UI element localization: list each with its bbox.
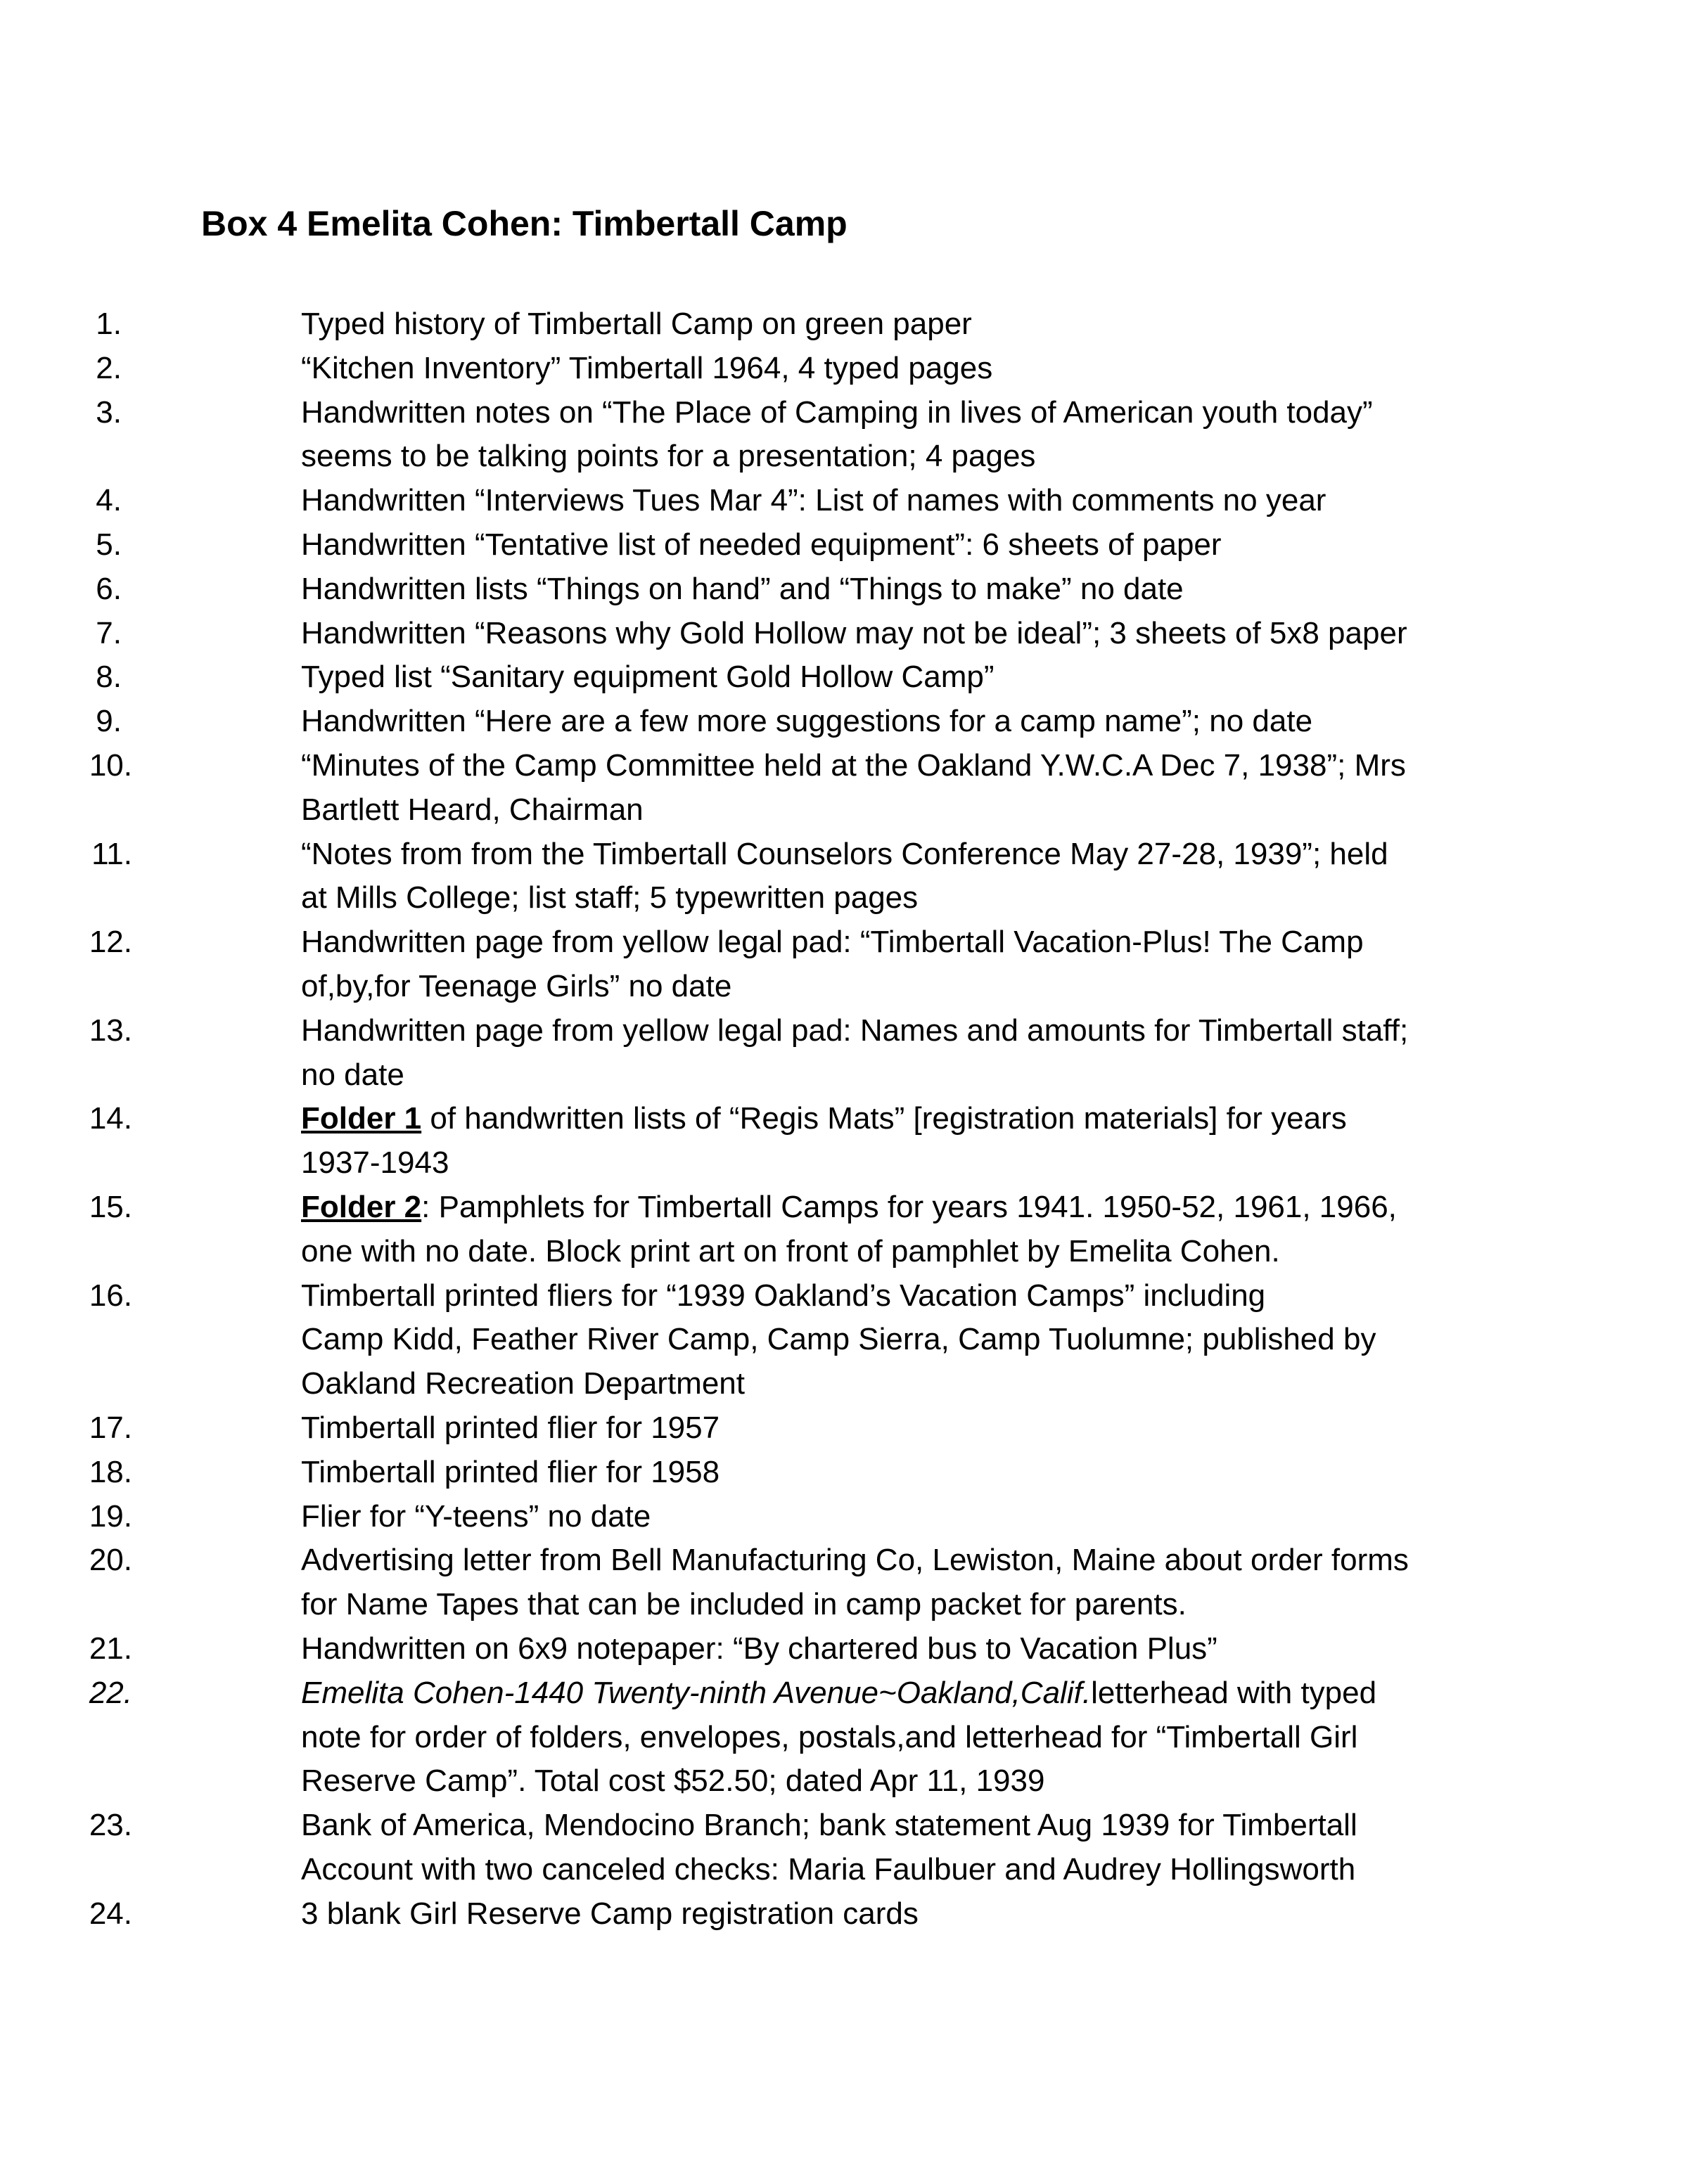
item-text: one with no date. Block print art on front of pamphlet by Emelita Cohen. [301, 1233, 1280, 1268]
item-number: 24. [89, 1896, 132, 1931]
item-line [301, 612, 1525, 656]
item-line [301, 347, 1525, 391]
item-text: for Name Tapes that can be included in camp packet for parents. [301, 1587, 1187, 1622]
item-number: 16. [89, 1278, 132, 1313]
item-number: 11. [91, 836, 132, 871]
list-item [0, 833, 1525, 921]
list-item [0, 302, 1525, 347]
list-item [0, 479, 1525, 523]
item-line [301, 833, 1525, 877]
item-number: 6. [96, 571, 122, 606]
list-item [0, 1097, 1525, 1186]
item-text: “Notes from from the Timbertall Counselors Conference May 27-28, 1939”; held [301, 836, 1388, 871]
item-number: 4. [96, 483, 122, 518]
item-line [301, 523, 1525, 567]
item-text: Handwritten “Here are a few more suggestions for a camp name”; no date [301, 704, 1313, 739]
item-line [301, 1230, 1525, 1274]
item-text: Handwritten page from yellow legal pad: Names and amounts for Timbertall staff; [301, 1013, 1409, 1048]
item-line [301, 1627, 1525, 1671]
item-text: Handwritten “Interviews Tues Mar 4”: List of names with comments no year [301, 483, 1326, 518]
item-number: 23. [89, 1808, 132, 1843]
item-text: Handwritten “Reasons why Gold Hollow may not be ideal”; 3 sheets of 5x8 paper [301, 615, 1407, 650]
item-line [301, 391, 1525, 435]
item-number: 5. [96, 527, 122, 562]
item-line [301, 655, 1525, 700]
item-number: 14. [89, 1101, 132, 1136]
item-text: Account with two canceled checks: Maria Faulbuer and Audrey Hollingsworth [301, 1851, 1356, 1887]
item-text: Flier for “Y-teens” no date [301, 1498, 651, 1534]
item-text: : Pamphlets for Timbertall Camps for years 1941. 1950-52, 1961, 1966, [421, 1189, 1397, 1224]
item-text: “Kitchen Inventory” Timbertall 1964, 4 typed pages [301, 350, 993, 385]
item-line [301, 788, 1525, 833]
item-number: 12. [89, 925, 132, 960]
list-item [0, 700, 1525, 744]
item-line [301, 479, 1525, 523]
item-line [301, 302, 1525, 347]
item-number: 10. [89, 747, 132, 783]
item-line [301, 876, 1525, 920]
item-line [301, 1892, 1525, 1936]
letterhead-text: Emelita Cohen-1440 Twenty-ninth Avenue~Oakland,Calif. [301, 1675, 1092, 1710]
list-item [0, 567, 1525, 612]
folder-label: Folder 2 [301, 1189, 422, 1224]
item-line [301, 1009, 1525, 1053]
item-number: 3. [96, 394, 122, 430]
item-text: of handwritten lists of “Regis Mats” [registration materials] for years [421, 1101, 1347, 1136]
page-title: Box 4 Emelita Cohen: Timbertall Camp [201, 204, 848, 243]
item-line [301, 700, 1525, 744]
list-item [0, 1804, 1525, 1892]
item-text: letterhead with typed [1091, 1675, 1377, 1710]
item-text: Handwritten page from yellow legal pad: “Timbertall Vacation-Plus! The Camp [301, 925, 1364, 960]
item-line [301, 1583, 1525, 1627]
list-item [0, 1495, 1525, 1539]
item-text: Typed history of Timbertall Camp on green paper [301, 307, 972, 341]
item-number: 22. [89, 1675, 132, 1710]
item-number: 20. [89, 1543, 132, 1578]
item-number: 17. [89, 1410, 132, 1445]
item-line [301, 1759, 1525, 1804]
item-number: 18. [89, 1454, 132, 1489]
item-number: 1. [96, 307, 122, 341]
item-line [301, 1406, 1525, 1451]
item-line [301, 744, 1525, 788]
item-line [301, 965, 1525, 1009]
folder-label: Folder 1 [301, 1101, 422, 1136]
item-number: 7. [96, 615, 122, 650]
list-item [0, 1892, 1525, 1936]
item-text: “Minutes of the Camp Committee held at the Oakland Y.W.C.A Dec 7, 1938”; Mrs [301, 747, 1406, 783]
list-item [0, 744, 1525, 833]
item-line [301, 1804, 1525, 1848]
list-item [0, 612, 1525, 656]
list-item [0, 655, 1525, 700]
list-item [0, 1539, 1525, 1627]
item-line [301, 1274, 1525, 1318]
item-number: 21. [89, 1631, 132, 1666]
list-item [0, 391, 1525, 480]
item-line [301, 1451, 1525, 1495]
inventory-list [0, 302, 1688, 1936]
item-line [301, 1053, 1525, 1098]
item-text: of,by,for Teenage Girls” no date [301, 968, 732, 1003]
list-item [0, 920, 1525, 1009]
item-text: Camp Kidd, Feather River Camp, Camp Sierra, Camp Tuolumne; published by [301, 1322, 1376, 1357]
item-line [301, 1097, 1525, 1141]
item-line [301, 435, 1525, 479]
item-line [301, 567, 1525, 612]
item-text: Handwritten lists “Things on hand” and “Things to make” no date [301, 571, 1184, 606]
item-number: 15. [89, 1189, 132, 1224]
item-line [301, 1318, 1525, 1362]
list-item [0, 1671, 1525, 1804]
item-line [301, 920, 1525, 965]
item-text: Handwritten on 6x9 notepaper: “By chartered bus to Vacation Plus” [301, 1631, 1217, 1666]
item-text: Handwritten “Tentative list of needed equipment”: 6 sheets of paper [301, 527, 1222, 562]
list-item [0, 1009, 1525, 1098]
item-text: Reserve Camp”. Total cost $52.50; dated Apr 11, 1939 [301, 1764, 1045, 1799]
list-item [0, 1406, 1525, 1451]
item-number: 8. [96, 660, 122, 695]
item-text: Typed list “Sanitary equipment Gold Hollow Camp” [301, 660, 995, 695]
item-text: Timbertall printed flier for 1958 [301, 1454, 720, 1489]
list-item [0, 1186, 1525, 1274]
item-text: 3 blank Girl Reserve Camp registration cards [301, 1896, 919, 1931]
item-text: Handwritten notes on “The Place of Camping in lives of American youth today” [301, 394, 1373, 430]
item-line [301, 1539, 1525, 1583]
item-text: Bank of America, Mendocino Branch; bank statement Aug 1939 for Timbertall [301, 1808, 1357, 1843]
item-text: Timbertall printed fliers for “1939 Oakland’s Vacation Camps” including [301, 1278, 1266, 1313]
item-text: note for order of folders, envelopes, postals,and letterhead for “Timbertall Girl [301, 1719, 1358, 1754]
item-text: at Mills College; list staff; 5 typewritten pages [301, 880, 919, 916]
list-item [0, 523, 1525, 567]
item-number: 19. [89, 1498, 132, 1534]
item-text: seems to be talking points for a presentation; 4 pages [301, 439, 1036, 474]
list-item [0, 347, 1525, 391]
item-number: 2. [96, 350, 122, 385]
item-text: Bartlett Heard, Chairman [301, 792, 644, 827]
item-line [301, 1186, 1525, 1230]
list-item [0, 1451, 1525, 1495]
item-text: Oakland Recreation Department [301, 1366, 745, 1401]
item-line [301, 1671, 1525, 1716]
item-line [301, 1141, 1525, 1186]
item-number: 13. [89, 1013, 132, 1048]
item-line [301, 1495, 1525, 1539]
list-item [0, 1627, 1525, 1671]
item-text: Advertising letter from Bell Manufacturing Co, Lewiston, Maine about order forms [301, 1543, 1409, 1578]
item-line [301, 1848, 1525, 1892]
item-text: 1937-1943 [301, 1145, 449, 1181]
list-item [0, 1274, 1525, 1406]
item-line [301, 1716, 1525, 1760]
item-text: no date [301, 1057, 404, 1092]
item-text: Timbertall printed flier for 1957 [301, 1410, 720, 1445]
item-line [301, 1362, 1525, 1406]
item-number: 9. [96, 704, 122, 739]
